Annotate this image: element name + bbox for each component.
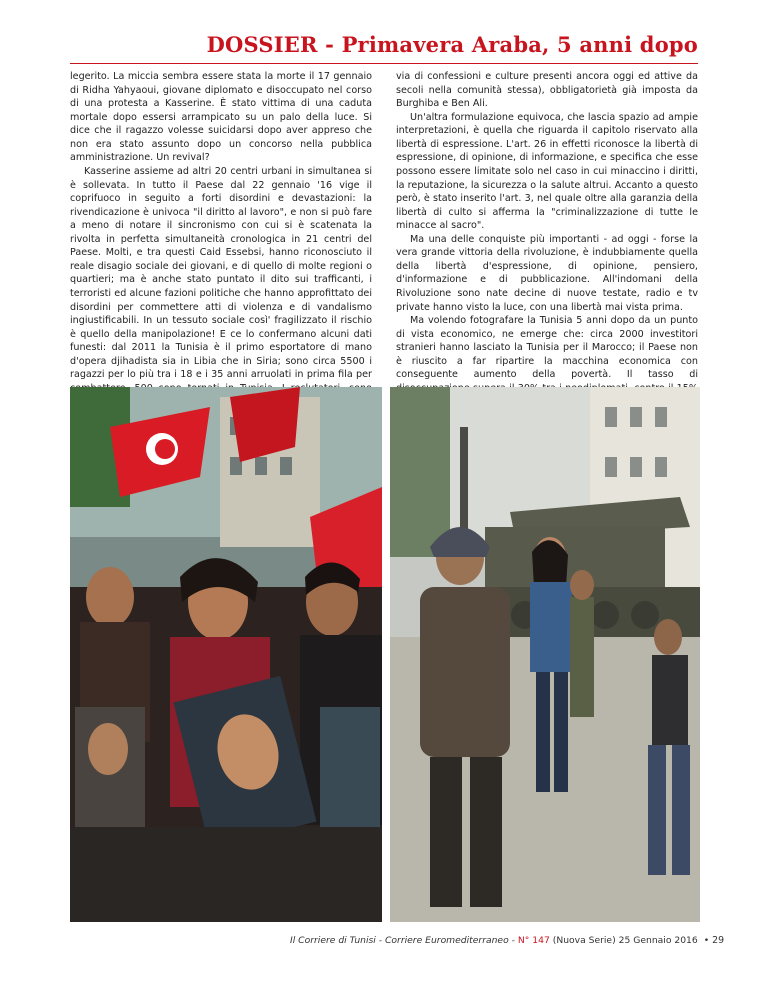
header-rule [70, 63, 698, 65]
series-label: (Nuova Serie) [552, 935, 616, 946]
publication-name: Il Corriere di Tunisi - Corriere Euromediterraneo - [290, 935, 518, 946]
tank-photo [390, 387, 700, 922]
paragraph: via di confessioni e culture presenti ancora oggi ed attive da secoli nella comunità stessa), obbligatorietà già imposta da Burghiba e Ben Ali. [396, 71, 698, 110]
issue-number: N° 147 [517, 935, 550, 946]
page-header [70, 28, 698, 64]
paragraph: legerito. La miccia sembra essere stata la morte il 17 gennaio di Ridha Yahyaoui, giovane diplomato e disoccupato nel corso di una protesta a Kasserine. È stato vittima di una caduta mortale dopo essersi arrampicato su un palo della luce. Si dice che il ragazzo volesse suicidarsi dopo aver appreso che non era stato assunto dopo un concorso nella pubblica amministrazione. Un revival? [70, 71, 372, 164]
page-number: 29 [712, 935, 725, 946]
paragraph: Ma volendo fotografare la Tunisia 5 anni dopo da un punto di vista economico, ne emerge che: circa 2000 investitori stranieri hanno lasciato la Tunisia per il Marocco; il Paese non è riuscito a far ripartire la macchina economica con conseguente aumento della povertà. Il tasso di [396, 315, 698, 381]
bullet-icon: • [703, 935, 710, 946]
protest-photo [70, 387, 382, 922]
paragraph: Kasserine assieme ad altri 20 centri urbani in simultanea si è sollevata. In tutto il Paese dal 22 gennaio '16 vige il coprifuoco in seguito a forti disordini e devastazioni: la rivendicazione è univoca "il diritto al lavoro", e non si può fare a meno di notare il sincronismo con cui si è scatenata la rivolta in perfetta simultaneità cronologica in 21 centri del Paese. Molti, e tra questi Caid Essebsi, hanno riconosciuto il reale disagio sociale dei giovani, e di quello di molte regioni o quartieri; ma è anche stato puntato il dito sui trafficanti, i terroristi ed alcune fazioni politiche che hanno approfittato dei disordini per commettere atti di violenza e di vandalismo ingiustificabili. In un tessuto sociale così' fragilizzato il rischio è quello della manipolazione! E ce lo confermano alcuni dati funesti: dal 2011 la Tunisia è il primo esportatore di mano d'opera djihadista sia in Libia che in Siria; sono circa 5500 i ragazzi per lo più tra i 18 e i 35 anni arruolati in prima fila per [70, 165, 372, 381]
paragraph: Ma una delle conquiste più importanti - ad oggi - forse la vera grande vittoria della rivoluzione, è indubbiamente quella della libertà d'espressione, di opinione, pensiero, d'informazione e di pubblicazione. All'indomani della Rivoluzione sono nate decine di nuove testate, radio e tv private hanno visto la luce, con una libertà mai vista prima. [396, 233, 698, 313]
page-footer [290, 935, 725, 946]
article-column-right [396, 70, 698, 380]
paragraph: Un'altra formulazione equivoca, che lascia spazio ad ampie interpretazioni, è quella che riguarda il capitolo riservato alla libertà di espressione. L'art. 26 in effetti riconosce la libertà di espressione, di opinione, di informazione, e specifica che esse possono essere limitate solo nel caso in cui minaccino i diritti, la reputazione, la sicurezza o la salute altrui. Accanto a questo però, è stato inserito l'art. 3, nel quale oltre alla garanzia della libertà di culto si afferma la "criminalizzazione di tutte le minacce al sacro". [396, 111, 698, 232]
issue-date: 25 Gennaio 2016 [618, 935, 698, 946]
article-column-left [70, 70, 372, 380]
dossier-title: DOSSIER - Primavera Araba, 5 anni dopo [206, 32, 698, 57]
